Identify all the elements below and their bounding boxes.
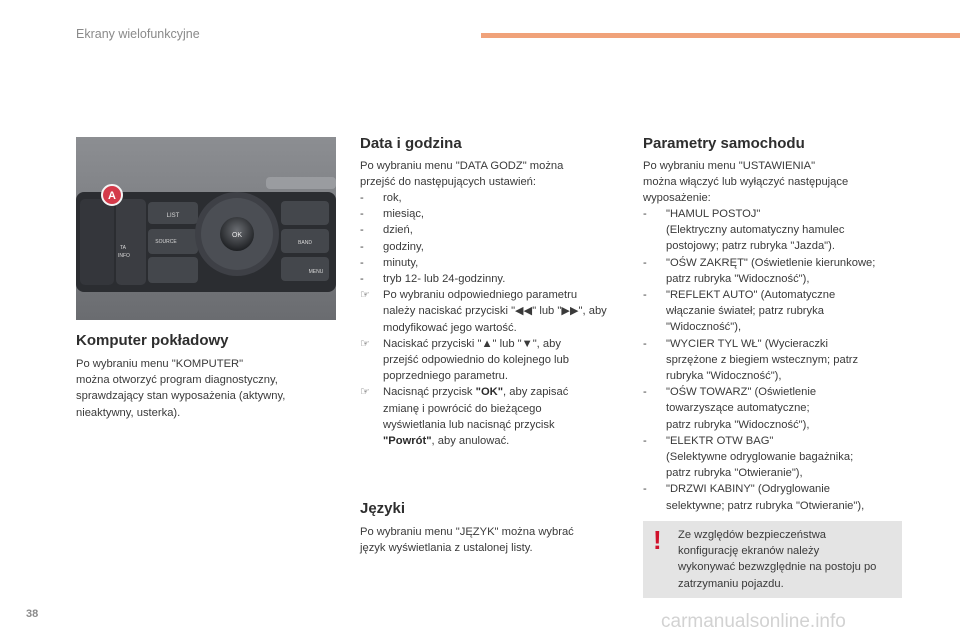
list-item: - godziny,	[360, 240, 424, 253]
safety-warning-box	[643, 521, 902, 598]
watermark: carmanualsonline.info	[661, 611, 846, 632]
warning-icon: !	[653, 525, 662, 555]
info-label: INFO	[118, 253, 130, 259]
parametry-list	[643, 206, 923, 514]
page-header-title: Ekrany wielofunkcyjne	[76, 27, 200, 41]
callout-a: A	[108, 190, 116, 202]
band-label: BAND	[298, 240, 312, 246]
list-item: - "OŚW ZAKRĘT" (Oświetlenie kierunkowe; patrz rubryka "Widoczność"),	[643, 256, 876, 285]
warning-text: Ze względów bezpieczeństwa konfigurację ekranów należy wykonywać bezwzględnie na postoju po zatrzymaniu pojazdu.	[678, 529, 877, 590]
list-item: - "WYCIER TYL WŁ" (Wycieraczki sprzężone z biegiem wstecznym; patrz rubryka "Widoczność"),	[643, 337, 859, 383]
list-item: - "ELEKTR OTW BAG" (Selektywne odryglowanie bagażnika; patrz rubryka "Otwieranie"),	[643, 434, 854, 480]
menu-label: MENU	[308, 269, 324, 275]
list-item: - rok,	[360, 192, 402, 204]
parametry-intro: Po wybraniu menu "USTAWIENIA" można włączyć lub wyłączyć następujące wyposażenie:	[643, 160, 849, 205]
jezyki-body: Po wybraniu menu "JĘZYK" można wybrać język wyświetlania z ustalonej listy.	[360, 526, 574, 555]
hand-pointer-icon: ☞	[360, 386, 371, 399]
hand-pointer-icon: ☞	[360, 337, 371, 350]
instruction-item: ☞ Naciskać przyciski "▲" lub "▼", aby przejść odpowiednio do kolejnego lub poprzedniego parametru.	[360, 337, 569, 383]
komputer-body: Po wybraniu menu "KOMPUTER" można otworzyć program diagnostyczny, sprawdzający stan wyposażenia (aktywny, nieaktywny, usterka).	[76, 358, 286, 419]
list-item: - "OŚW TOWARZ" (Oświetlenie towarzyszące automatyczne; patrz rubryka "Widoczność"),	[643, 386, 817, 431]
list-item: - "REFLEKT AUTO" (Automatyczne włączanie świateł; patrz rubryka "Widoczność"),	[643, 289, 836, 334]
list-item: - miesiąc,	[360, 208, 425, 221]
list-item: - minuty,	[360, 256, 419, 269]
jezyki-title: Języki	[360, 500, 406, 517]
data-godzina-list	[360, 190, 630, 449]
komputer-title: Komputer pokładowy	[76, 332, 229, 349]
instruction-item: ☞ Nacisnąć przycisk "OK", aby zapisać zmianę i powrócić do bieżącego wyświetlania lub nacisnąć przycisk "Powrót", aby anulować.	[360, 386, 569, 448]
hand-pointer-icon: ☞	[360, 289, 371, 302]
page-number: 38	[26, 608, 39, 620]
instruction-item: ☞ Po wybraniu odpowiedniego parametru należy naciskać przyciski "◀◀" lub "▶▶", aby modyfikować jego wartość.	[360, 289, 607, 334]
parametry-title: Parametry samochodu	[643, 135, 805, 152]
list-item: - "HAMUL POSTOJ" (Elektryczny automatyczny hamulec postojowy; patrz rubryka "Jazda").	[643, 208, 845, 253]
dashboard-photo	[76, 137, 336, 320]
list-label: LIST	[166, 213, 180, 219]
list-item: - tryb 12- lub 24-godzinny.	[360, 273, 506, 286]
list-item: - "DRZWI KABINY" (Odryglowanie selektywne; patrz rubryka "Otwieranie"),	[643, 483, 865, 512]
ok-label: OK	[231, 232, 243, 239]
source-label: SOURCE	[155, 239, 177, 245]
data-godzina-title: Data i godzina	[360, 135, 462, 152]
header-accent-bar	[481, 33, 960, 38]
ta-label: TA	[120, 245, 127, 251]
list-item: - dzień,	[360, 224, 413, 237]
dashboard-illustration	[76, 137, 336, 320]
data-godzina-intro: Po wybraniu menu "DATA GODZ" można przejść do następujących ustawień:	[360, 160, 564, 189]
